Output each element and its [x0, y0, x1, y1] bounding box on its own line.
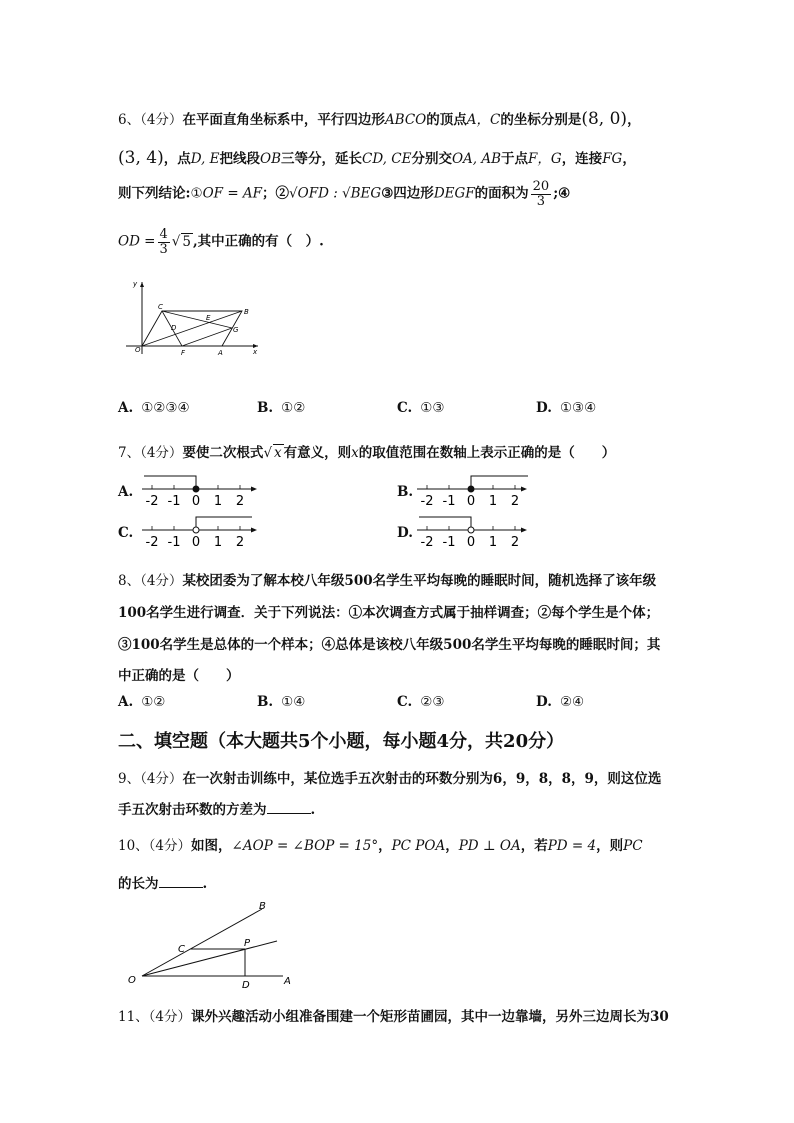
tick-label: -1: [442, 494, 456, 508]
tick-label: 0: [191, 494, 201, 508]
fraction-20-3: $\frac{20}{3}$: [532, 179, 550, 209]
q9-number: 9、（4分）: [118, 771, 183, 787]
open-dot: [468, 527, 474, 533]
q6-option-b[interactable]: B. ①②: [257, 400, 306, 416]
q6-number: 6、（4分）: [118, 112, 183, 128]
tick-label: -1: [442, 535, 456, 549]
q10-angle-figure: [118, 896, 298, 992]
label-g: G: [233, 326, 239, 334]
q8-line-4: 中正确的是（ ）: [118, 668, 240, 684]
tick-label: -2: [420, 535, 434, 549]
open-dot: [193, 527, 199, 533]
y-axis-arrow: [140, 282, 144, 287]
q6-line-2: (3, 4)，点D, E把线段OB三等分，延长CD, CE分别交OA, AB于点F，G，连接FG，: [118, 148, 636, 168]
fraction-4-3: $\frac{4}{3}$: [159, 227, 168, 257]
q11-number: 11、（4分）: [118, 1009, 192, 1025]
tick-label: 0: [466, 494, 476, 508]
q7-option-a[interactable]: A.: [118, 484, 134, 500]
q7-option-d[interactable]: D.: [397, 525, 413, 541]
q6-line-4: OD = $\frac{4}{3}$ √ 5 ,其中正确的有（ ）.: [118, 227, 324, 257]
tick-label: -1: [167, 494, 181, 508]
label-x: x: [253, 348, 258, 356]
filled-dot: [193, 486, 199, 492]
answer-blank[interactable]: [159, 887, 203, 888]
tick-label: 1: [213, 535, 223, 549]
q11-line-1: 11、（4分）课外兴趣活动小组准备围建一个矩形苗圃园，其中一边靠墙，另外三边周长为30: [118, 1009, 669, 1025]
tick-label: -2: [145, 535, 159, 549]
q9-line-2: 手五次射击环数的方差为 .: [118, 802, 316, 818]
number-line-c: [140, 513, 260, 549]
q8-option-c[interactable]: C. ②③: [397, 694, 445, 710]
q8-option-a[interactable]: A. ①②: [118, 694, 166, 710]
q7-option-b[interactable]: B.: [397, 484, 414, 500]
ray-op: [142, 941, 277, 976]
label-d: D: [171, 324, 177, 332]
tick-label: 1: [488, 535, 498, 549]
section-2-heading: 二、填空题（本大题共5个小题，每小题4分，共20分）: [118, 731, 565, 752]
q8-line-1: 8、（4分）某校团委为了解本校八年级500名学生平均每晚的睡眠时间，随机选择了该年级: [118, 573, 657, 589]
label-o: O: [135, 346, 141, 354]
label-f: F: [181, 349, 186, 357]
solution-ray-left: [419, 517, 471, 527]
q8-line-2: 100名学生进行调查．关于下列说法：①本次调查方式属于抽样调查；②每个学生是个体；: [118, 605, 660, 621]
q7-option-c[interactable]: C.: [118, 525, 134, 541]
q6-line-1: 6、（4分）在平面直角坐标系中，平行四边形ABCO的顶点A，C的坐标分别是(8, 0)，: [118, 109, 641, 129]
number-line-a: [140, 472, 260, 508]
q8-option-d[interactable]: D. ②④: [536, 694, 585, 710]
q6-line-3: 则下列结论:①OF = AF；②√OFD : √BEG③四边形DEGF的面积为 $\frac{20}{3}$ ;④: [118, 179, 571, 209]
number-line-b: [415, 472, 535, 508]
label-c: C: [178, 944, 185, 955]
segment-fg: [182, 328, 232, 346]
tick-label: 2: [510, 535, 520, 549]
tick-label: 1: [213, 494, 223, 508]
q10-line-2: 的长为 .: [118, 876, 208, 892]
tick-label: 2: [510, 494, 520, 508]
sqrt-symbol: √: [263, 445, 273, 461]
q8-number: 8、（4分）: [118, 573, 183, 589]
q6-option-a[interactable]: A. ①②③④: [118, 400, 190, 416]
number-line-d: [415, 513, 535, 549]
label-b: B: [259, 901, 266, 912]
label-c: C: [158, 303, 163, 311]
label-d: D: [242, 980, 250, 991]
solution-ray-right: [196, 517, 252, 527]
solution-ray-right: [471, 476, 528, 489]
tick-label: 2: [235, 494, 245, 508]
q9-line-1: 9、（4分）在一次射击训练中，某位选手五次射击的环数分别为6，9，8，8，9，则这位选: [118, 771, 662, 787]
q7-number: 7、（4分）: [118, 445, 183, 461]
label-a: A: [218, 349, 223, 357]
tick-label: -2: [145, 494, 159, 508]
filled-dot: [468, 486, 474, 492]
q7-stem: 7、（4分）要使二次根式√ x 有意义，则x的取值范围在数轴上表示正确的是（ ）: [118, 445, 616, 461]
tick-label: 1: [488, 494, 498, 508]
label-e: E: [206, 314, 211, 322]
label-o: O: [128, 975, 136, 986]
q10-number: 10、（4分）: [118, 838, 192, 854]
q6-option-d[interactable]: D. ①③④: [536, 400, 597, 416]
segment-ob: [142, 311, 242, 346]
label-y: y: [133, 280, 138, 288]
label-a: A: [284, 976, 291, 987]
q6-option-c[interactable]: C. ①③: [397, 400, 445, 416]
answer-blank[interactable]: [267, 813, 311, 814]
tick-label: 0: [466, 535, 476, 549]
tick-label: 0: [191, 535, 201, 549]
tick-label: -1: [167, 535, 181, 549]
q8-line-3: ③100名学生是总体的一个样本；④总体是该校八年级500名学生平均每晚的睡眠时间；其: [118, 637, 661, 653]
label-b: B: [244, 308, 249, 316]
label-p: P: [244, 938, 251, 949]
q6-parallelogram-figure: [122, 276, 262, 358]
tick-label: 2: [235, 535, 245, 549]
q8-option-b[interactable]: B. ①④: [257, 694, 306, 710]
tick-label: -2: [420, 494, 434, 508]
sqrt-symbol: √: [171, 233, 181, 250]
q10-line-1: 10、（4分）如图，∠AOP = ∠BOP = 15°，PC POA，PD ⊥ OA，若PD = 4，则PC: [118, 838, 643, 854]
